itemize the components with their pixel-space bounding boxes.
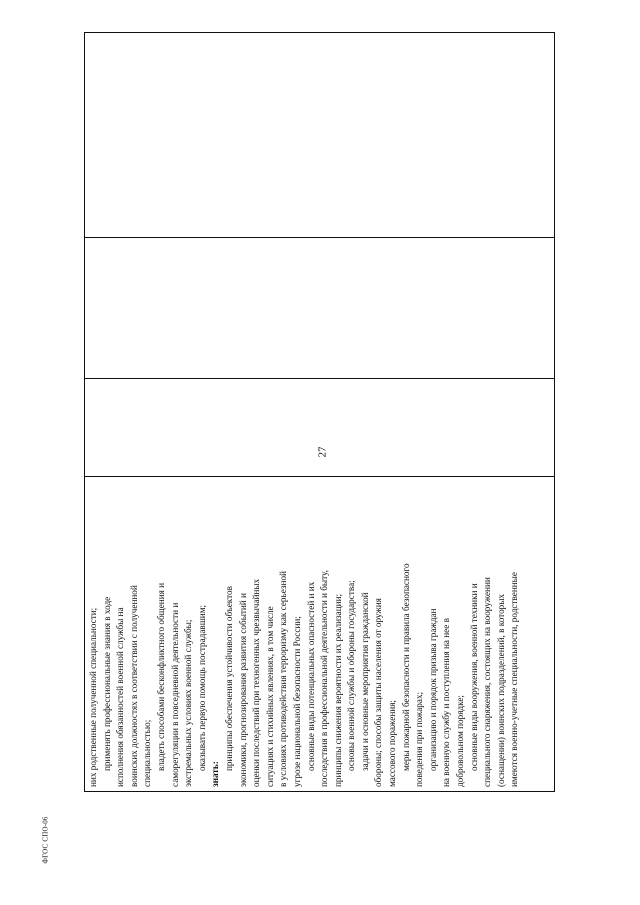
- content-line: ситуациях и стихийных явлениях, в том числе: [264, 606, 275, 787]
- content-line: воинских должностях в соответствии с полученной: [128, 585, 139, 787]
- content-line: добровольном порядке;: [455, 695, 466, 787]
- content-line: обороны; способы защиты населения от оружия: [373, 598, 384, 787]
- content-line: экстремальных условиях военной службы;: [183, 619, 194, 787]
- footer-code: [40, 800, 52, 880]
- content-line: задачи и основные мероприятия гражданской: [359, 592, 370, 771]
- content-line: (оснащении) воинских подразделений, в которых: [495, 593, 506, 787]
- content-line: специальностью;: [142, 719, 153, 787]
- table-cell-content: [85, 476, 554, 791]
- content-line: организацию и порядок призыва граждан: [427, 608, 438, 771]
- content-line: применять профессиональные знания в ходе: [101, 596, 112, 771]
- content-line: основы военной службы и обороны государства;: [346, 580, 357, 771]
- content-line: исполнения обязанностей военной службы на: [115, 607, 126, 787]
- content-line: оценки последствий при техногенных чрезвычайных: [251, 578, 262, 787]
- content-text-block: [85, 477, 554, 791]
- content-line: меры пожарной безопасности и правила безопасного: [400, 563, 411, 771]
- table-cell-empty-2: [85, 237, 554, 378]
- table-cell-empty-1: [85, 378, 554, 476]
- content-line: имеются военно-учетные специальности, родственные: [509, 572, 520, 787]
- content-line: оказывать первую помощь пострадавшим;: [196, 604, 207, 771]
- content-line: знать:: [210, 761, 221, 787]
- content-line: поведения при пожарах;: [414, 691, 425, 787]
- content-line: основные виды потенциальных опасностей и их: [305, 581, 316, 771]
- content-line: массового поражения;: [387, 700, 398, 787]
- content-line: на военную службу и поступления на нее в: [441, 618, 452, 787]
- content-line: принципы снижения вероятности их реализации;: [332, 593, 343, 787]
- content-line: саморегуляции в повседневной деятельности и: [169, 602, 180, 787]
- content-line: специального снаряжения, состоящих на вооружении: [482, 577, 493, 787]
- footer-code-text: ФГОС СПО-06: [42, 816, 50, 864]
- table-cell-empty-3: [85, 33, 554, 237]
- content-line: последствия в профессиональной деятельности и быту,: [319, 570, 330, 787]
- rotated-table: [84, 32, 555, 792]
- content-line: владеть способами бесконфликтного общения и: [155, 582, 166, 771]
- content-line: угрозе национальной безопасности России;: [291, 616, 302, 787]
- content-line: них родственные полученной специальности;: [88, 607, 98, 787]
- table-body: [84, 32, 555, 792]
- content-line: в условиях противодействия терроризму как серьезной: [278, 571, 289, 787]
- content-line: основные виды вооружения, военной техники и: [468, 583, 479, 771]
- content-line: принципы обеспечения устойчивости объектов: [223, 586, 234, 771]
- content-line: экономики, прогнозирования развития событий и: [237, 593, 248, 787]
- page-number-text: 27: [316, 446, 328, 458]
